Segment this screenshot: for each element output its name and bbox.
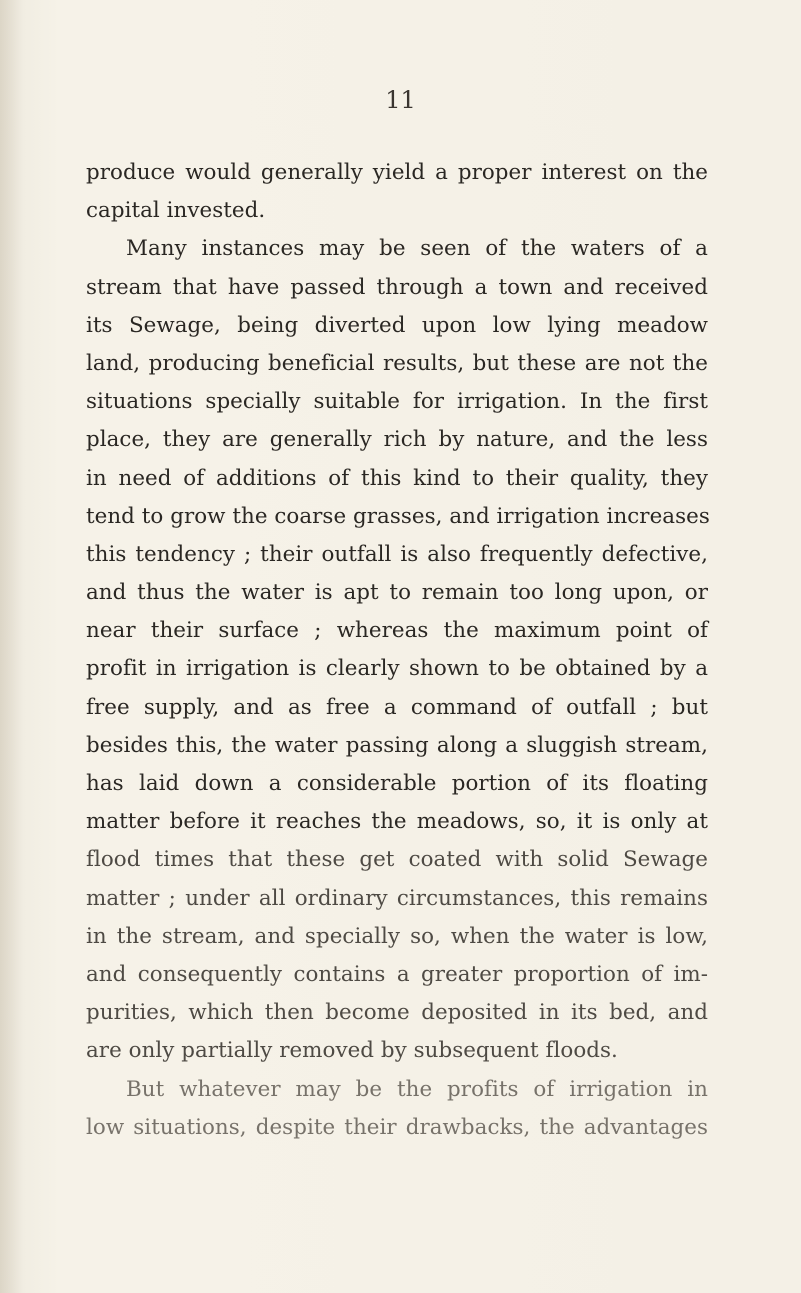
text-line: produce would generally yield a proper interest on the bbox=[86, 160, 708, 185]
text-line: has laid down a considerable portion of its floating bbox=[86, 771, 708, 796]
text-line: in need of additions of this kind to their quality, they bbox=[86, 465, 708, 491]
text-line: near their surface ; whereas the maximum point of bbox=[86, 618, 708, 644]
text-line: this tendency ; their outfall is also frequently defective, bbox=[86, 541, 708, 567]
text-line: and thus the water is apt to remain too long upon, or bbox=[86, 580, 708, 606]
page-number: 11 bbox=[385, 86, 416, 114]
text-line: capital invested. bbox=[86, 198, 266, 224]
text-line: profit in irrigation is clearly shown to be obtained by a bbox=[86, 656, 708, 682]
text-line: matter ; under all ordinary circumstances, this remains bbox=[86, 885, 708, 911]
text-line: are only partially removed by subsequent floods. bbox=[86, 1038, 618, 1064]
text-line: land, producing beneficial results, but these are not the bbox=[86, 350, 708, 376]
page-edge-shadow bbox=[0, 0, 24, 1293]
text-line: matter before it reaches the meadows, so, it is only at bbox=[86, 809, 708, 835]
text-line: free supply, and as free a command of outfall ; but bbox=[86, 694, 708, 720]
text-line: stream that have passed through a town and received bbox=[86, 274, 708, 300]
text-line: tend to grow the coarse grasses, and irrigation increases bbox=[86, 503, 710, 529]
text-line: situations specially suitable for irrigation. In the first bbox=[86, 389, 708, 415]
text-line: purities, which then become deposited in its bed, and bbox=[86, 1000, 708, 1026]
text-line: low situations, despite their drawbacks, the advantages bbox=[86, 1114, 708, 1140]
text-line: in the stream, and specially so, when the water is low, bbox=[86, 923, 708, 949]
body-text bbox=[86, 154, 708, 1147]
text-line: Many instances may be seen of the waters of a bbox=[126, 236, 708, 262]
text-line: flood times that these get coated with solid Sewage bbox=[86, 847, 708, 873]
text-line: place, they are generally rich by nature, and the less bbox=[86, 427, 708, 453]
text-line: its Sewage, being diverted upon low lying meadow bbox=[86, 312, 708, 338]
text-line: But whatever may be the profits of irrigation in bbox=[126, 1076, 708, 1102]
text-line: and consequently contains a greater proportion of im- bbox=[86, 961, 708, 987]
text-line: besides this, the water passing along a sluggish stream, bbox=[86, 732, 708, 758]
